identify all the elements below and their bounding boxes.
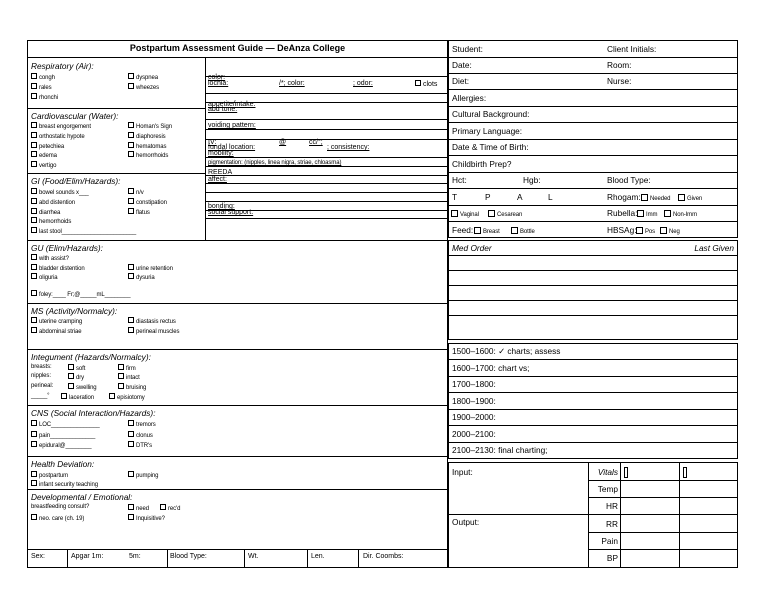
iv-rate: cc/°; (309, 139, 323, 146)
hr-label: HR (606, 501, 618, 511)
abd-tone-field: abd tone: (208, 106, 238, 113)
primary-language-label: Primary Language: (452, 126, 523, 136)
urine-retention-option[interactable]: urine retention (128, 264, 173, 272)
clots-option[interactable]: clots (415, 80, 437, 88)
tpal-t: T (452, 192, 458, 202)
constipation-option[interactable]: constipation (128, 198, 167, 206)
dtrs-option[interactable]: DTR's (128, 441, 152, 449)
reeda-field: REEDA (208, 169, 233, 176)
loc-option[interactable]: LOC_______________ (31, 420, 100, 428)
hbsag-label: HBSAg: (607, 225, 637, 235)
iv-field: IV: (208, 139, 217, 146)
blood-type-label: Blood Type: (607, 175, 651, 185)
cultural-background-label: Cultural Background: (452, 109, 530, 119)
gu-heading: GU (Elim/Hazards): (31, 243, 103, 253)
gi-hemorrhoids-option[interactable]: hemorrhoids (31, 217, 71, 225)
breastfeeding-consult-label: breastfeeding consult? (31, 504, 90, 510)
social-support-field: social support: (208, 209, 254, 216)
schedule-row: 1900–2000: (452, 412, 496, 422)
hbsag-neg-option[interactable]: Neg (659, 227, 680, 235)
laceration-degree: _____° (31, 393, 50, 399)
integument-heading: Integument (Hazards/Normalcy): (31, 352, 151, 362)
bonding-field: bonding: (208, 203, 235, 210)
diarrhea-option[interactable]: diarrhea (31, 208, 60, 216)
tpal-a: A (517, 192, 523, 202)
petechiae-option[interactable]: petechiea (31, 142, 64, 150)
date-label: Date: (452, 60, 472, 70)
health-deviation-heading: Health Deviation: (31, 459, 95, 469)
neo-care-option[interactable]: neo. care (ch. 19) (31, 514, 84, 522)
pain-label: Pain (601, 536, 618, 546)
cardiovascular-heading: Cardiovascular (Water): (31, 111, 119, 121)
hgb-label: Hgb: (523, 175, 541, 185)
voiding-pattern-field: voiding pattern: (208, 122, 256, 129)
homans-sign-option[interactable]: Homan's Sign (128, 122, 172, 130)
flatus-option[interactable]: flatus (128, 208, 150, 216)
sex-label: Sex: (31, 553, 46, 560)
pain-option[interactable]: pain______________ (31, 431, 95, 439)
bp-label: BP (606, 553, 618, 563)
breasts-soft-option[interactable]: soft (68, 364, 85, 372)
breasts-firm-option[interactable]: firm (118, 364, 136, 372)
tpal-l: L (548, 192, 553, 202)
rales-option[interactable]: rales (31, 83, 52, 91)
diastasis-rectus-option[interactable]: diastasis rectus (128, 317, 176, 325)
room-label: Room: (607, 60, 632, 70)
episiotomy-option[interactable]: episiotomy (109, 393, 145, 401)
odor-field: ; odor: (353, 80, 373, 87)
appetite-field: appetite/intake: (208, 101, 256, 108)
color-field: color: (208, 74, 226, 81)
client-initials-label: Client Initials: (607, 44, 657, 54)
bladder-distention-option[interactable]: bladder distention (31, 264, 85, 272)
respiratory-heading: Respiratory (Air): (31, 61, 94, 71)
postpartum-option[interactable]: postpartum (31, 471, 68, 479)
breast-engorgement-option[interactable]: breast engorgement (31, 122, 91, 130)
output-label: Output: (452, 517, 480, 527)
inquisitive-option[interactable]: Inquisitive? (128, 514, 165, 522)
oliguria-option[interactable]: oliguria (31, 273, 58, 281)
epidural-option[interactable]: epidural@________ (31, 441, 91, 449)
schedule-row: 1800–1900: (452, 396, 496, 406)
rr-label: RR (606, 519, 618, 529)
nausea-option[interactable]: n/v (128, 188, 144, 196)
dysuria-option[interactable]: dysuria (128, 273, 155, 281)
perineal-label: perineal: (31, 383, 54, 389)
apgar-5m-label: 5m: (129, 553, 141, 560)
vitals-time-marker (683, 467, 687, 478)
perineal-muscles-option[interactable]: perineal muscles (128, 327, 179, 335)
abd-distention-option[interactable]: abd distention (31, 198, 75, 206)
dyspnea-option[interactable]: dyspnea (128, 73, 158, 81)
temp-label: Temp (597, 484, 618, 494)
perineal-swelling-option[interactable]: swelling (68, 383, 97, 391)
vitals-heading: Vitals (597, 467, 618, 477)
hbsag-pos-option[interactable]: Pos (635, 227, 655, 235)
schedule-row: 1600–1700: chart vs; (452, 363, 530, 373)
feed-breast-option[interactable]: Breast (473, 227, 500, 235)
iv-at: @ (279, 139, 287, 146)
feed-bottle-option[interactable]: Bottle (510, 227, 535, 235)
perineal-bruising-option[interactable]: bruising (118, 383, 146, 391)
assessment-form (27, 40, 738, 568)
weight-label: Wt. (248, 553, 259, 560)
diaphoresis-option[interactable]: diaphoresis (128, 132, 166, 140)
vitals-time-marker (624, 467, 628, 478)
hct-label: Hct: (452, 175, 467, 185)
rhogam-given-option[interactable]: Given (677, 194, 702, 202)
nipples-intact-option[interactable]: intact (118, 373, 140, 381)
gi-heading: GI (Food/Elim/Hazards): (31, 176, 121, 186)
rubella-nonimm-option[interactable]: Non-Imm (663, 210, 697, 218)
hematomas-option[interactable]: hematomas (128, 142, 166, 150)
developmental-heading: Developmental / Emotional: (31, 492, 133, 502)
rhogam-needed-option[interactable]: Needed (640, 194, 670, 202)
feed-label: Feed: (452, 225, 474, 235)
cough-option[interactable]: congh (31, 73, 55, 81)
vertigo-option[interactable]: vertigo (31, 161, 56, 169)
pumping-option[interactable]: pumping (128, 471, 158, 479)
with-assist-option[interactable]: with assist? (31, 254, 69, 262)
childbirth-prep-label: Childbirth Prep? (452, 159, 512, 169)
newborn-blood-type-label: Blood Type: (170, 553, 207, 560)
last-stool-option[interactable]: last stool_______________________ (31, 227, 136, 235)
uterine-cramping-option[interactable]: uterine cramping (31, 317, 82, 325)
coombs-label: Dir. Coombs: (363, 553, 404, 560)
schedule-row: 1500–1600: ✓ charts; assess (452, 346, 561, 356)
lochia-field: lochia: (208, 80, 229, 87)
cesarean-option[interactable]: Cesarean (487, 210, 522, 218)
breasts-label: breasts: (31, 364, 52, 370)
infant-security-option[interactable]: infant security teaching (31, 480, 98, 488)
nipples-dry-option[interactable]: dry (68, 373, 84, 381)
bowel-sounds-option[interactable]: bowel sounds x___ (31, 188, 89, 196)
orthostatic-option[interactable]: orthostatic hypote (31, 132, 85, 140)
io-vitals-panel (448, 462, 738, 568)
pigmentation-field: pigmentation: (nipples, linea nigra, striae, chloasma) (208, 160, 342, 166)
clonus-option[interactable]: clonus (128, 431, 153, 439)
lochia-color-field: /*; color: (279, 80, 305, 87)
affect-field: affect: (208, 176, 227, 183)
last-given-heading: Last Given (694, 243, 734, 253)
cns-heading: CNS (Social Interaction/Hazards): (31, 408, 156, 418)
consult-recd-option[interactable]: rec'd (160, 504, 180, 512)
length-label: Len. (311, 553, 325, 560)
apgar-1m-label: Apgar 1m: (71, 553, 104, 560)
rubella-imm-option[interactable]: Imm (636, 210, 657, 218)
birth-datetime-label: Date & Time of Birth: (452, 142, 529, 152)
hemorrhoids-option[interactable]: hemorrhoids (128, 151, 168, 159)
fundal-location-field: fundal location: (208, 144, 256, 151)
vaginal-option[interactable]: Vaginal (450, 210, 479, 218)
rhogam-label: Rhogam: (607, 192, 641, 202)
wheezes-option[interactable]: wheezes (128, 83, 159, 91)
rhonchi-option[interactable]: rhonchi (31, 93, 58, 101)
tremors-option[interactable]: tremors (128, 420, 156, 428)
mobility-field: mobility: (208, 150, 234, 157)
edema-option[interactable]: edema (31, 151, 57, 159)
nurse-label: Nurse: (607, 76, 632, 86)
consistency-field: ; consistency: (327, 144, 370, 151)
abdominal-striae-option[interactable]: abdominal striae (31, 327, 81, 335)
allergies-label: Allergies: (452, 93, 487, 103)
rubella-label: Rubella: (607, 208, 638, 218)
schedule-row: 2100–2130: final charting; (452, 445, 548, 455)
nipples-label: nipples: (31, 373, 51, 379)
student-label: Student: (452, 44, 483, 54)
consult-need-option[interactable]: need (128, 504, 149, 512)
med-order-heading: Med Order (452, 243, 492, 253)
diet-label: Diet: (452, 76, 470, 86)
form-title: Postpartum Assessment Guide — DeAnza College (129, 43, 346, 53)
input-label: Input: (452, 467, 473, 477)
ms-heading: MS (Activity/Normalcy): (31, 306, 118, 316)
foley-option[interactable]: foley:____ Fr;@_____mL________ (31, 290, 131, 298)
schedule-row: 1700–1800: (452, 379, 496, 389)
schedule-row: 2000–2100: (452, 429, 496, 439)
laceration-option[interactable]: laceration (61, 393, 94, 401)
tpal-p: P (485, 192, 491, 202)
